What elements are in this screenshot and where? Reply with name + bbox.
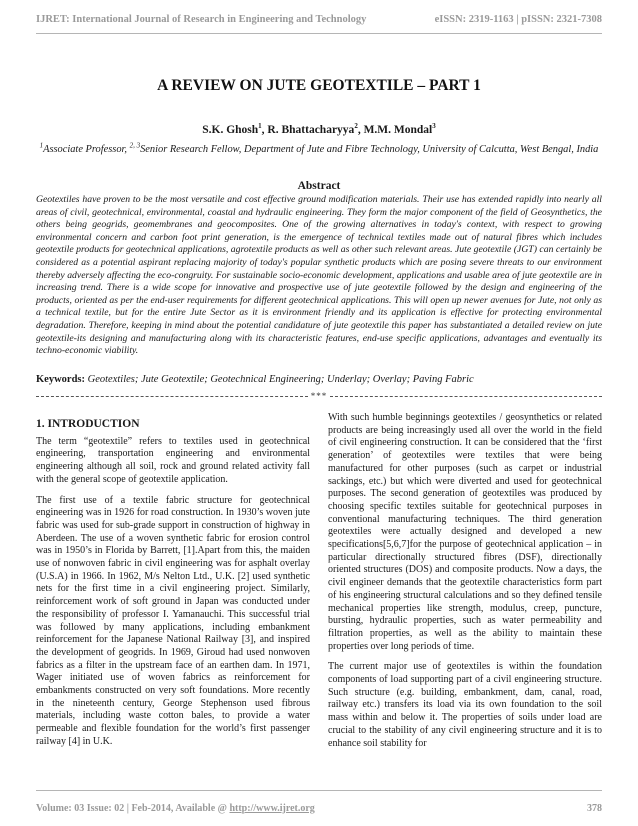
author-separator: , xyxy=(357,124,364,136)
footer-rule xyxy=(36,790,602,791)
author-list xyxy=(36,124,602,136)
affil-mark-1: 1 xyxy=(39,141,44,150)
keywords-label: Keywords: xyxy=(36,374,85,385)
paragraph: The term “geotextile” refers to textiles used in geotechnical engineering, transportation engineering and environmental engineering although all soil, rock and ground related activity fall with the general scope of geotextile application. xyxy=(36,435,310,485)
paragraph: The current major use of geotextiles is within the foundation components of load supporting part of a civil engineering structure. Such structure (e.g. building, embankment, dam, canal, road, railway etc.) transfers its load via its own foundation to the soil mass within and below it. The properties of soils under load are crucial to the stability of any civil engineering structure and it is to enhance soil stability for xyxy=(328,661,602,749)
running-footer xyxy=(36,803,602,814)
paper-title: A REVIEW ON JUTE GEOTEXTILE – PART 1 xyxy=(157,77,481,94)
abstract-text: Geotextiles have proven to be the most versatile and cost effective ground modification materials. Their use has extended rapidly into nearly all areas of civil, geotechnical, environmental, coastal and hydraulic engineering. They form the major component of the field of Geosynthetics, the others being geogrids, geomembranes and geocomposites. One of the growing alternatives in today's context, with respect to growing environmental concern and carbon foot print generation, is the emergence of technical textiles made out of natural fibres which includes geotextile products for geotechnical applications, agrotextile products as well as other such relevant areas. Jute geotextile (JGT) can certainly be considered as a potential aspirant replacing majority of today's popular synthetic products which are posing severe threats to our environment thereby adversely affecting the eco-congruity. For sustainable socio-economic development, applications and usable area of jute geotextile are in increasing trend. There is a wide scope for innovative and prospective use of jute geotextile followed by the design and engineering of the products, oriented as per the end-user requirements for different geotechnical applications. This will open up newer avenues for Jute, not only as a technical textile, but for the entire Jute Sector as it is environment friendly and its application is effective for protecting environmental degradation. Therefore, keeping in mind about the potential candidature of jute geotextile this paper has substantiated a detailed review on jute geotextile-its designing and manufacturing along with its characteristic features, end-use specific applications, advantages and eventually its techno-economic viability. xyxy=(36,194,602,357)
author-2: R. Bhattacharyya xyxy=(267,124,355,136)
separator-dash-left xyxy=(36,396,308,397)
affil-mark-23: 2, 3 xyxy=(129,141,141,150)
left-column xyxy=(36,418,310,790)
footer-info xyxy=(36,803,315,814)
running-header xyxy=(36,14,602,25)
abstract-heading: Abstract xyxy=(297,180,341,192)
affiliation xyxy=(36,143,602,157)
page-number: 378 xyxy=(587,803,602,814)
affil-part-1: Associate Professor, xyxy=(43,144,130,155)
volume-info: Volume: 03 Issue: 02 | Feb-2014, Available @ xyxy=(36,803,230,814)
section-heading: 1. INTRODUCTION xyxy=(36,418,140,430)
header-rule xyxy=(36,33,602,34)
right-column xyxy=(328,412,602,784)
paragraph: With such humble beginnings geotextiles / geosynthetics or related products are being increasingly used all over the world in the field of civil engineering construction. It can be considered that the ‘first generation’ of geotextiles were textiles that were being manufactured for other purposes (such as carpet or industrial sackings, etc.) but which were diverted and used for geotechnical purposes. The second generation of geotextiles was produced by choosing specific textiles suitable for geotechnical purposes in conventional manufacturing techniques. The third generation geotextiles were actually designed and developed a new specifications[5,6,7]for the purpose of geotechnical application – in particular directionally structured fibres (DSF), directionally oriented structures (DOS) and composite products. Now a days, the civil engineer demands that the geotextile characteristics form part of his engineering structural calculations and so they defined tensile mechanical properties like strength, modulus, creep, puncture, bursting, hydraulic properties, such as water permeability and filtration properties, as well as the ability to maintain these properties over long periods of time. xyxy=(328,412,602,652)
author-2-affil-mark: 2 xyxy=(354,122,358,131)
section-separator xyxy=(36,390,602,402)
keywords-text: Geotextiles; Jute Geotextile; Geotechnical Engineering; Underlay; Overlay; Paving Fabric xyxy=(85,374,474,385)
author-3-affil-mark: 3 xyxy=(432,122,436,131)
affil-part-2: Senior Research Fellow, Department of Jute and Fibre Technology, University of Calcutta, West Bengal, India xyxy=(140,144,599,155)
separator-dash-right xyxy=(330,396,602,397)
author-1: S.K. Ghosh xyxy=(202,124,259,136)
issn-info: eISSN: 2319-1163 | pISSN: 2321-7308 xyxy=(434,14,602,25)
separator-stars: *** xyxy=(310,391,328,401)
author-3: M.M. Mondal xyxy=(363,124,433,136)
author-1-affil-mark: 1 xyxy=(258,122,262,131)
journal-name: IJRET: International Journal of Research in Engineering and Technology xyxy=(36,14,367,25)
author-separator: , xyxy=(261,124,268,136)
journal-link[interactable]: http://www.ijret.org xyxy=(229,803,315,814)
paragraph: The first use of a textile fabric structure for geotechnical engineering was in 1926 for road construction. In 1930’s woven jute fabric was used for sub-grade support in construction of highway in Aberdeen. The use of a woven synthetic fabric for erosion control was in 1950’s in Florida by Barrett, [1].Apart from this, the maiden use of nonwoven fabric in civil engineering was for asphalt overlay (U.S.A) in 1966. In 1962, M/s Nelton Ltd., U.K. [2] used synthetic nets for the first time in a civil engineering project. Similarly, reinforcement work of soft ground in Japan was conducted under the responsibility of professor I. Yamanauchi. This successful trial was followed by many applications, including embankment reinforcement for the Japanese National Railway [3], and inspired the development of geogrids. In 1969, Giroud had used nonwoven fabrics as a filter in the upstream face of an earthen dam. In 1971, Wager initiated use of woven fabrics as reinforcement for embankments constructed on very soft foundations. More recently in the nineteenth century, George Stephenson used fibrous materials, including waste cotton bales, to provide a water permeable and flexible foundation for the world’s first passenger railway [4] in U.K. xyxy=(36,494,310,747)
keywords xyxy=(36,373,602,386)
